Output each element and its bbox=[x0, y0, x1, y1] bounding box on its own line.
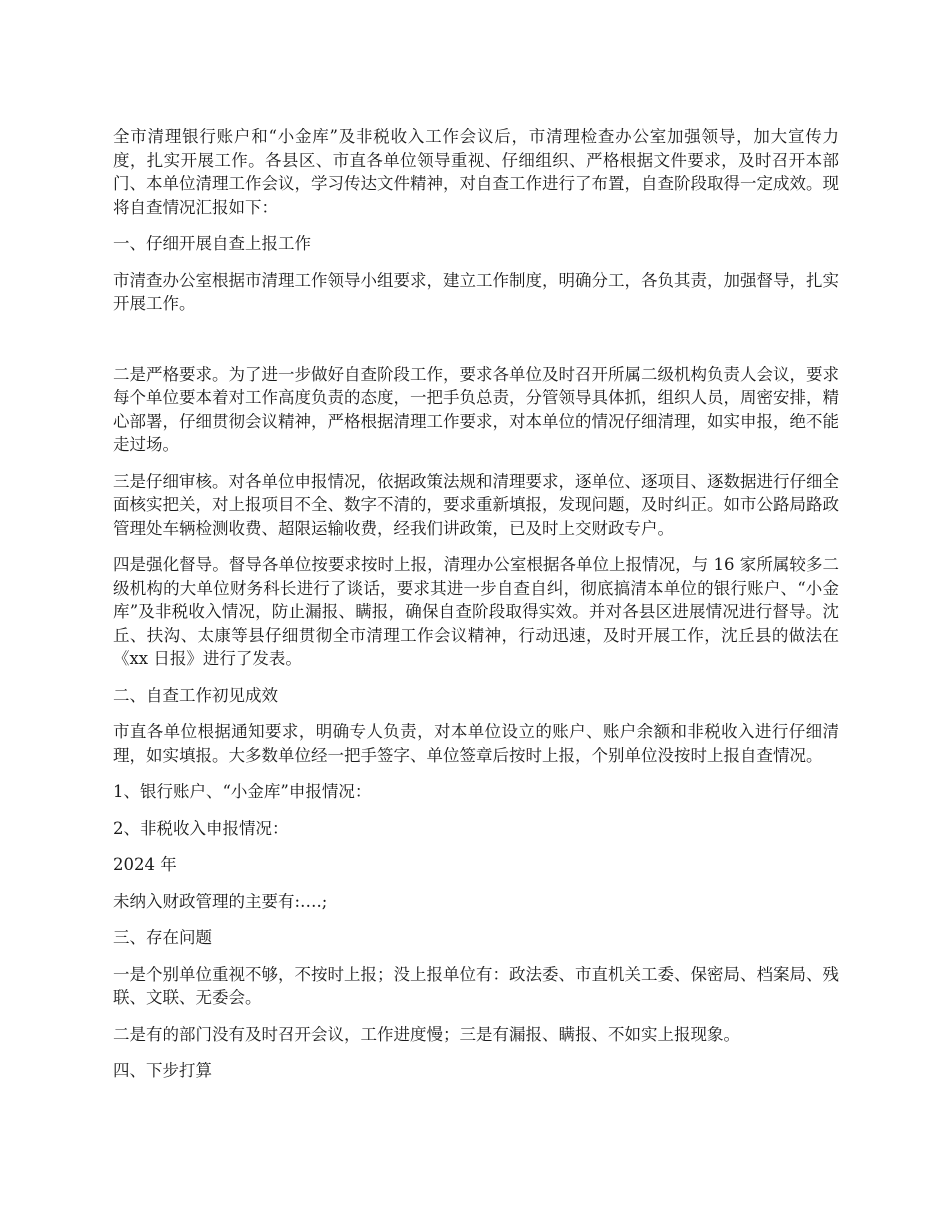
list-item-1: 1、银行账户、“小金库”申报情况： bbox=[113, 782, 372, 801]
paragraph-1: 市清查办公室根据市清理工作领导小组要求，建立工作制度，明确分工，各负其责，加强督导，扎实开展工作。 bbox=[113, 270, 839, 313]
paragraph-5: 市直各单位根据通知要求，明确专人负责，对本单位设立的账户、账户余额和非税收入进行仔细清理，如实填报。大多数单位经一把手签字、单位签章后按时上报，个别单位没按时上报自查情况。 bbox=[113, 722, 839, 765]
paragraph-6: 未纳入财政管理的主要有:….; bbox=[113, 891, 328, 911]
blank-gap bbox=[113, 329, 839, 363]
list-item-2: 2、非税收入申报情况： bbox=[113, 818, 289, 838]
paragraph-2: 二是严格要求。为了进一步做好自查阶段工作，要求各单位及时召开所属二级机构负责人会议，要求每个单位要本着对工作高度负责的态度，一把手负总责，分管领导具体抓，组织人员，周密安排，精心部署，仔细贯彻会议精神，严格根据清理工作要求，对本单位的情况仔细清理，如实申报，绝不能走过场。 bbox=[113, 364, 839, 454]
year-line: 2024 年 bbox=[113, 855, 177, 874]
paragraph-4: 四是强化督导。督导各单位按要求按时上报，清理办公室根据各单位上报情况，与 16 家所属较多二级机构的大单位财务科长进行了谈话，要求其进一步自查自纠，彻底搞清本单位的银行账户、“小金库”及非税收入情况，防止漏报、瞒报，确保自查阶段取得实效。并对各县区进展情况进行督导。沈丘、扶沟、太康等县仔细贯彻全市清理工作会议精神，行动迅速，及时开展工作，沈丘县的做法在《xx 日报》进行了发表。 bbox=[113, 555, 839, 668]
section-heading-4: 四、下步打算 bbox=[113, 1061, 212, 1080]
section-heading-1: 一、仔细开展自查上报工作 bbox=[113, 234, 311, 253]
intro-paragraph: 全市清理银行账户和“小金库”及非税收入工作会议后，市清理检查办公室加强领导，加大宣传力度，扎实开展工作。各县区、市直各单位领导重视、仔细组织、严格根据文件要求，及时召开本部门、本单位清理工作会议，学习传达文件精神，对自查工作进行了布置，自查阶段取得一定成效。现将自查情况汇报如下： bbox=[113, 127, 839, 217]
section-heading-3: 三、存在问题 bbox=[113, 928, 212, 947]
paragraph-8: 二是有的部门没有及时召开会议，工作进度慢；三是有漏报、瞒报、不如实上报现象。 bbox=[113, 1024, 740, 1044]
paragraph-7: 一是个别单位重视不够，不按时上报；没上报单位有：政法委、市直机关工委、保密局、档案局、残联、文联、无委会。 bbox=[113, 964, 839, 1007]
section-heading-2: 二、自查工作初见成效 bbox=[113, 685, 278, 705]
paragraph-3: 三是仔细审核。对各单位申报情况，依据政策法规和清理要求，逐单位、逐项目、逐数据进行仔细全面核实把关，对上报项目不全、数字不清的，要求重新填报，发现问题，及时纠正。如市公路局路政管理处车辆检测收费、超限运输收费，经我们讲政策，已及时上交财政专户。 bbox=[113, 471, 839, 538]
document-body bbox=[113, 125, 839, 1096]
